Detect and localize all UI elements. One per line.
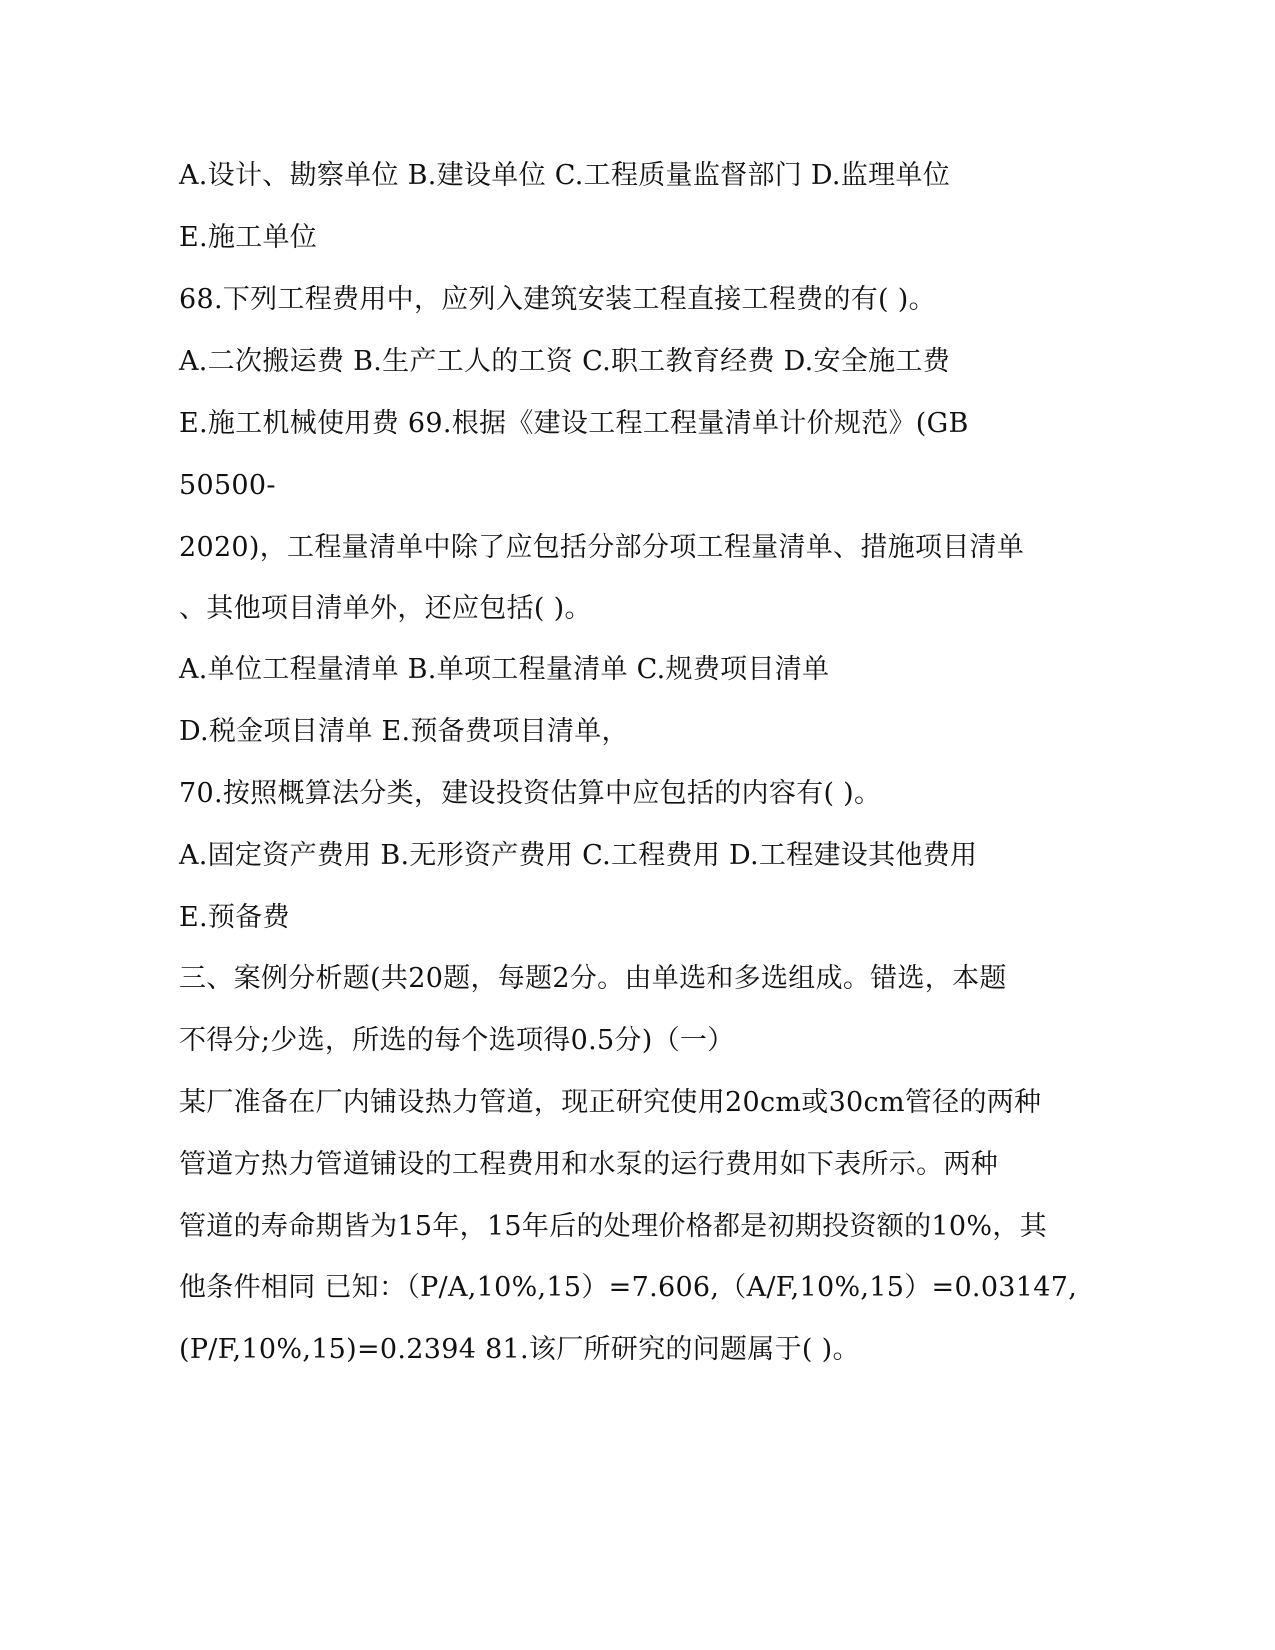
text-line-18: 管道的寿命期皆为15年，15年后的处理价格都是初期投资额的10%，其: [179, 1211, 1047, 1242]
text-line-9: A.单位工程量清单 B.单项工程量清单 C.规费项目清单: [179, 654, 830, 685]
text-line-15: 不得分;少选，所选的每个选项得0.5分)（一）: [179, 1025, 735, 1056]
text-line-13: E.预备费: [179, 902, 290, 933]
text-line-16: 某厂准备在厂内铺设热力管道，现正研究使用20cm或30cm管径的两种: [179, 1087, 1042, 1118]
text-line-12: A.固定资产费用 B.无形资产费用 C.工程费用 D.工程建设其他费用: [179, 840, 978, 871]
text-line-11: 70.按照概算法分类，建设投资估算中应包括的内容有( )。: [179, 778, 882, 809]
text-line-6: 50500-: [179, 470, 276, 501]
text-line-17: 管道方热力管道铺设的工程费用和水泵的运行费用如下表所示。两种: [179, 1149, 998, 1180]
text-line-2: E.施工单位: [179, 222, 318, 253]
text-line-4: A.二次搬运费 B.生产工人的工资 C.职工教育经费 D.安全施工费: [179, 346, 950, 377]
text-line-10: D.税金项目清单 E.预备费项目清单，: [179, 716, 629, 747]
text-line-5: E.施工机械使用费 69.根据《建设工程工程量清单计价规范》(GB: [179, 408, 969, 439]
text-line-20: (P/F,10%,15)=0.2394 81.该厂所研究的问题属于( )。: [179, 1334, 860, 1365]
text-line-19: 他条件相同 已知：（P/A,10%,15）=7.606,（A/F,10%,15）=0.03147,: [179, 1272, 1078, 1303]
text-line-14: 三、案例分析题(共20题，每题2分。由单选和多选组成。错选，本题: [179, 963, 1007, 994]
text-line-3: 68.下列工程费用中，应列入建筑安装工程直接工程费的有( )。: [179, 284, 936, 315]
text-line-7: 2020)，工程量清单中除了应包括分部分项工程量清单、措施项目清单: [179, 532, 1025, 563]
text-line-8: 、其他项目清单外，还应包括( )。: [179, 593, 592, 624]
text-line-1: A.设计、勘察单位 B.建设单位 C.工程质量监督部门 D.监理单位: [179, 160, 950, 191]
